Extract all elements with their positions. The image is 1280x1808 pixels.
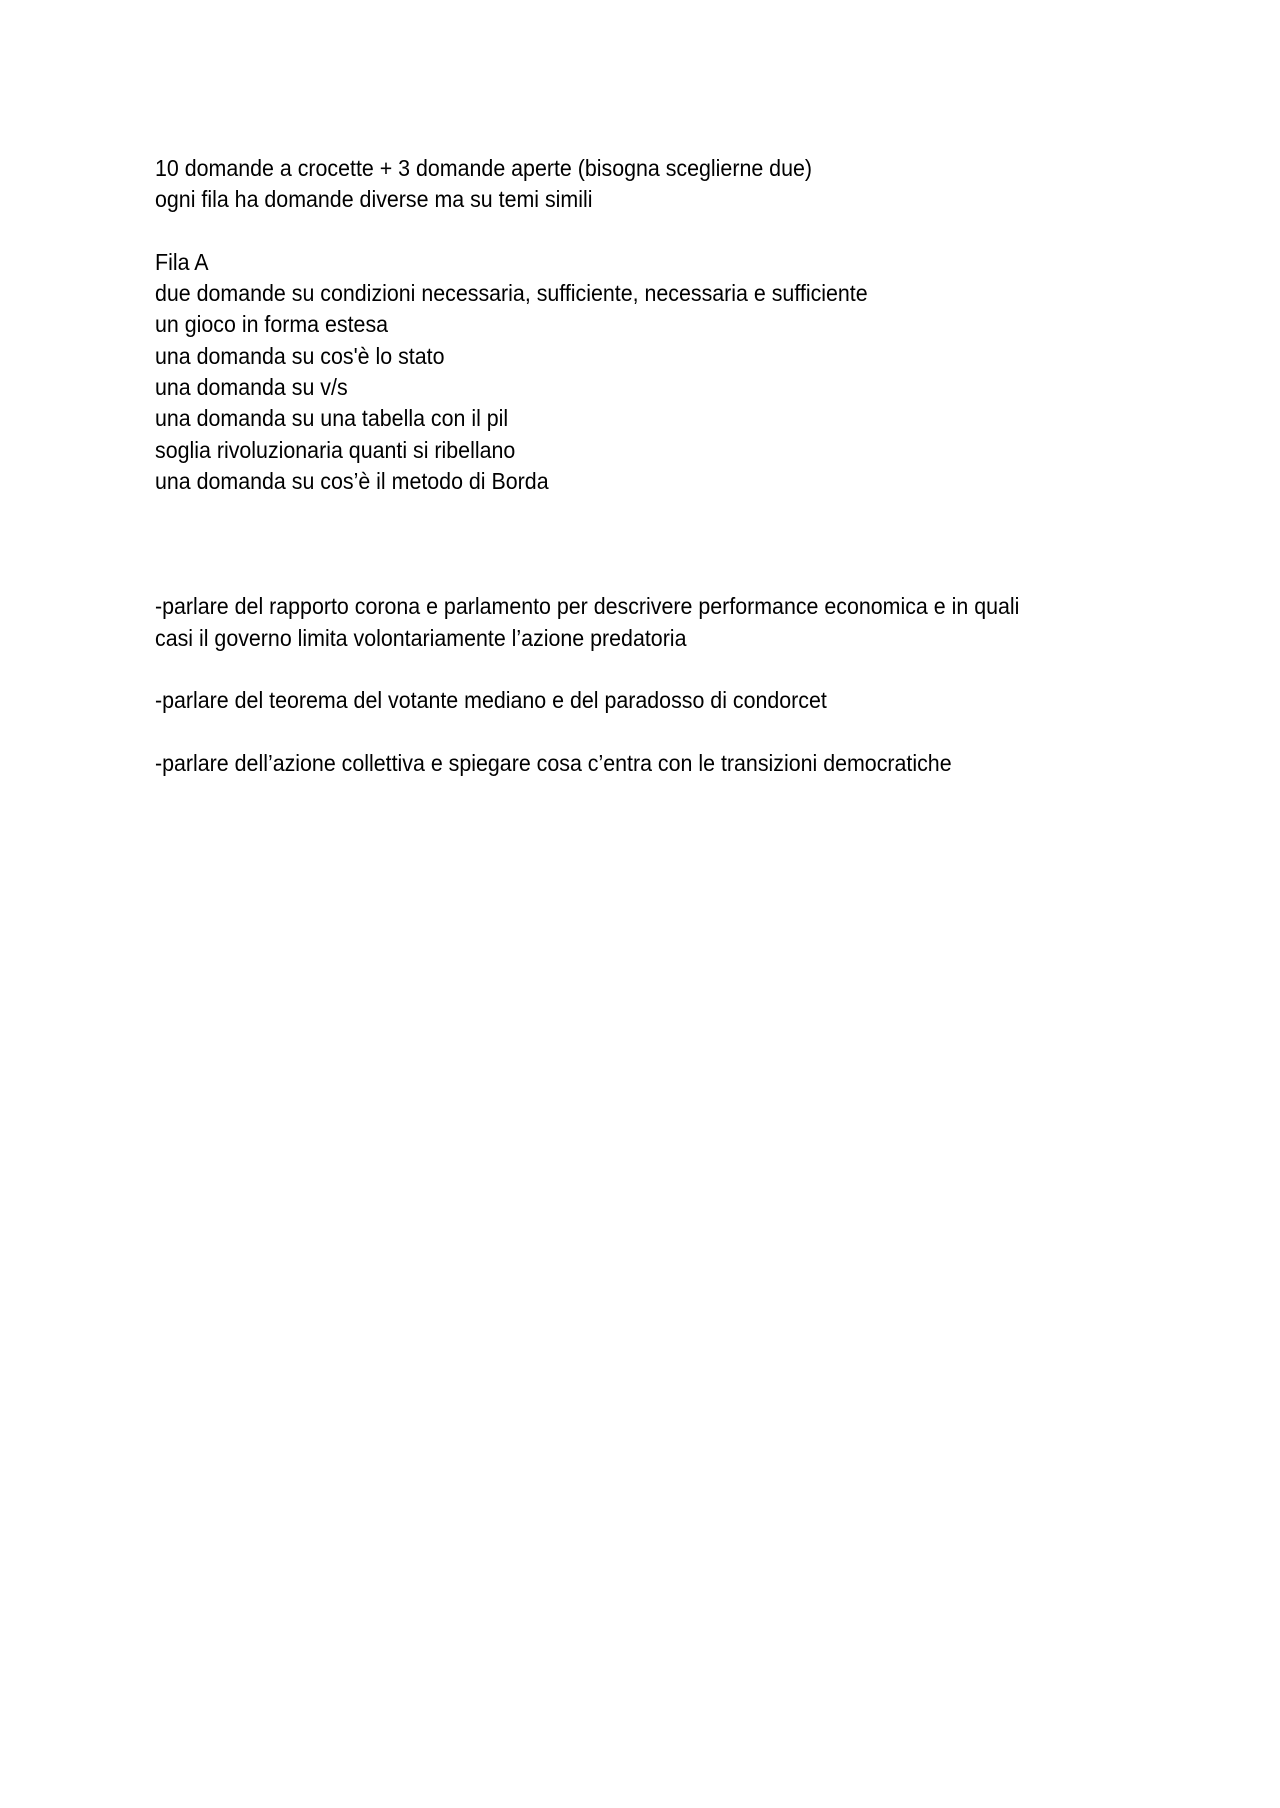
open-question-2: -parlare del teorema del votante mediano e del paradosso di condorcet	[155, 687, 827, 714]
open-question-1-line-1: -parlare del rapporto corona e parlamento per descrivere performance economica e in quali	[155, 593, 1020, 620]
spacer	[155, 497, 1085, 591]
section-title: Fila A	[155, 248, 209, 275]
section-item: due domande su condizioni necessaria, sufficiente, necessaria e sufficiente	[155, 280, 868, 307]
section-item: soglia rivoluzionaria quanti si ribellano	[155, 436, 516, 463]
intro-line-2: ogni fila ha domande diverse ma su temi simili	[155, 186, 593, 213]
section-item: una domanda su una tabella con il pil	[155, 405, 509, 432]
open-question-1-line-2: casi il governo limita volontariamente l’azione predatoria	[155, 624, 687, 651]
section-item: una domanda su cos'è lo stato	[155, 342, 445, 369]
open-question-3: -parlare dell’azione collettiva e spiegare cosa c’entra con le transizioni democratiche	[155, 749, 952, 776]
spacer	[155, 654, 1085, 685]
section-item: un gioco in forma estesa	[155, 311, 389, 338]
spacer	[155, 216, 1085, 247]
spacer	[155, 716, 1085, 747]
section-item: una domanda su cos’è il metodo di Borda	[155, 467, 549, 494]
intro-line-1: 10 domande a crocette + 3 domande aperte (bisogna sceglierne due)	[155, 155, 813, 181]
section-item: una domanda su v/s	[155, 374, 348, 401]
document-body	[155, 153, 1085, 779]
